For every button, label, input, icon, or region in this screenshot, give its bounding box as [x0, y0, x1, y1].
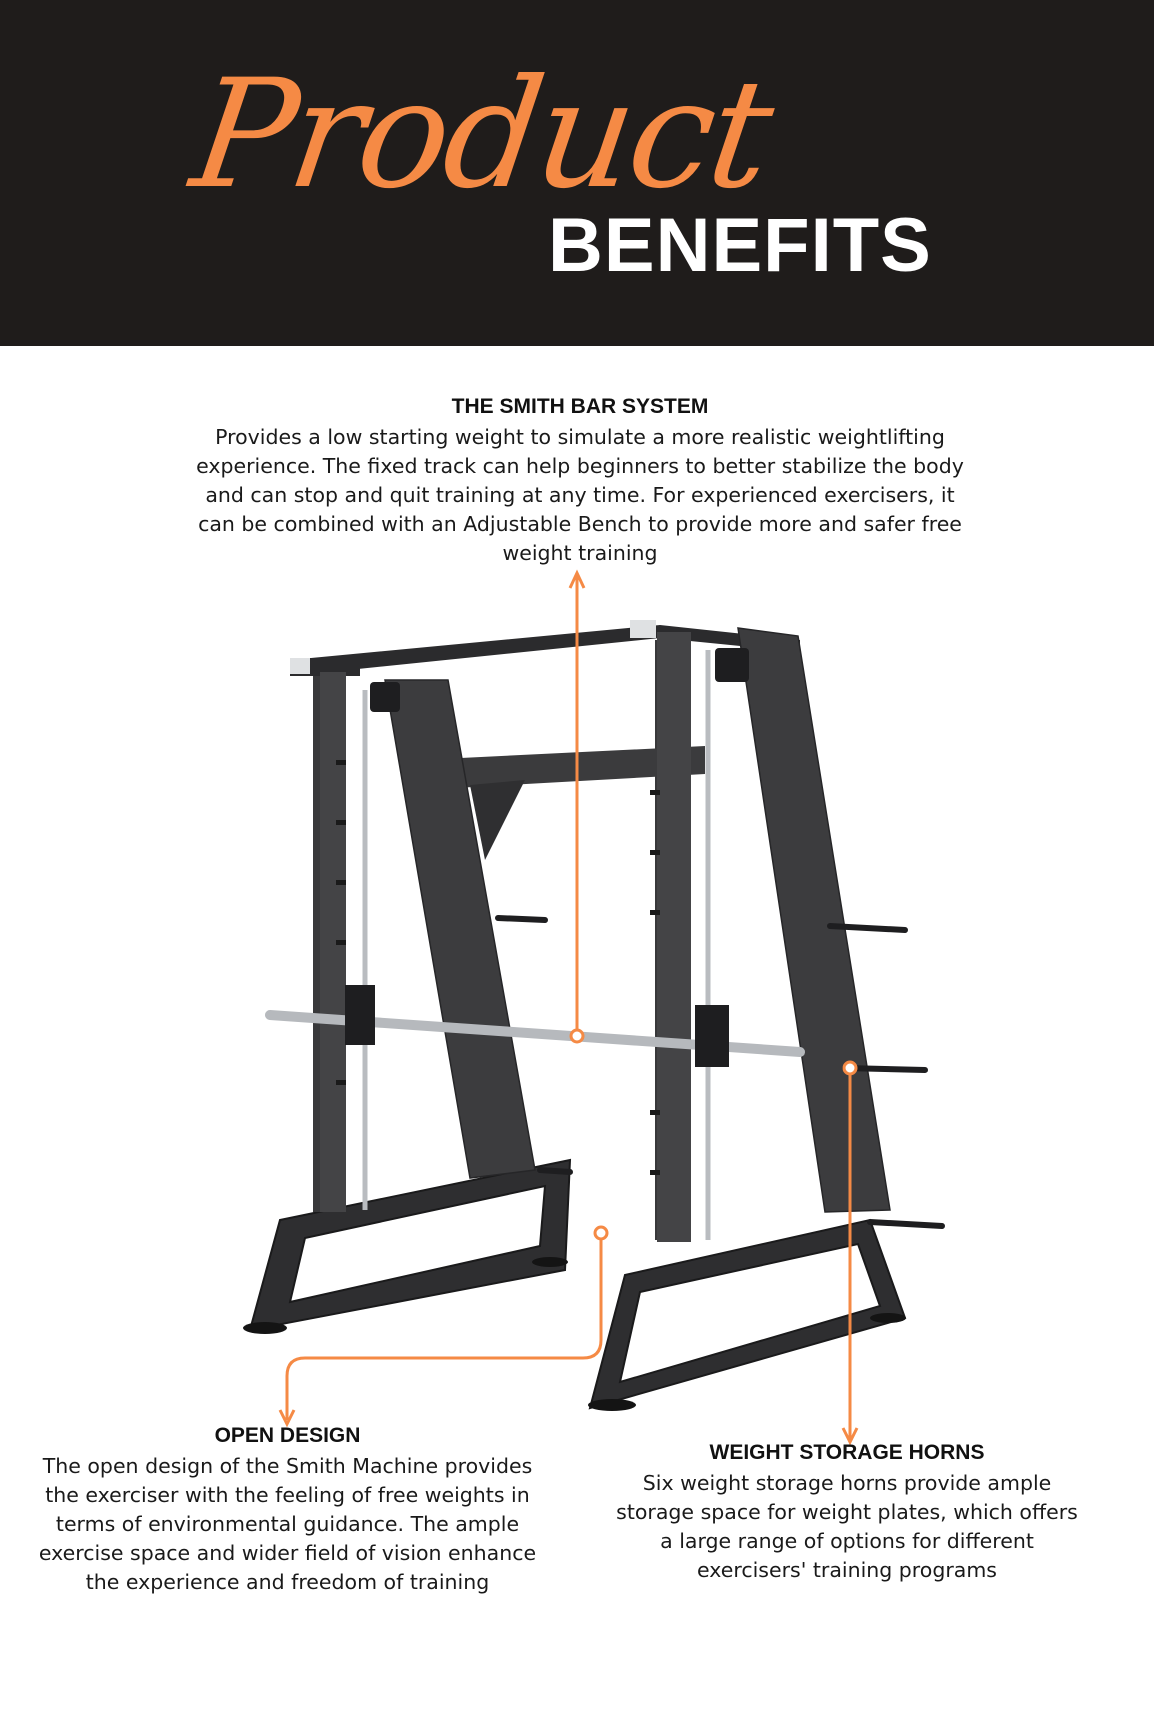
angled-leg-right — [738, 628, 890, 1212]
script-title: Product — [182, 48, 780, 222]
benefit-title: OPEN DESIGN — [214, 1424, 361, 1447]
benefit-weight-storage-horns — [612, 1441, 1082, 1585]
benefit-title: THE SMITH BAR SYSTEM — [451, 395, 709, 418]
benefit-body: Provides a low starting weight to simulate a more realistic weightlifting experience. The fixed track can help beginners to better stabilize the body and can stop and quit training at any time. For experienced exercisers, it can be combined with an Adjustable Bench to provide more and safer free weight training — [196, 425, 964, 565]
angled-leg-left — [385, 680, 535, 1178]
base-frame-right — [590, 1220, 905, 1408]
bold-title: BENEFITS — [548, 203, 932, 288]
benefit-body: Six weight storage horns provide ample storage space for weight plates, which offers a large range of options for different exercisers' training programs — [616, 1471, 1078, 1582]
benefit-title: WEIGHT STORAGE HORNS — [709, 1441, 985, 1464]
base-frame-left — [250, 1160, 570, 1330]
benefit-open-design — [30, 1424, 545, 1597]
benefit-body: The open design of the Smith Machine provides the exerciser with the feeling of free weights in terms of environmental guidance. The ample exercise space and wider field of vision enhance the experience and freedom of training — [38, 1454, 537, 1594]
barbell — [270, 985, 800, 1067]
